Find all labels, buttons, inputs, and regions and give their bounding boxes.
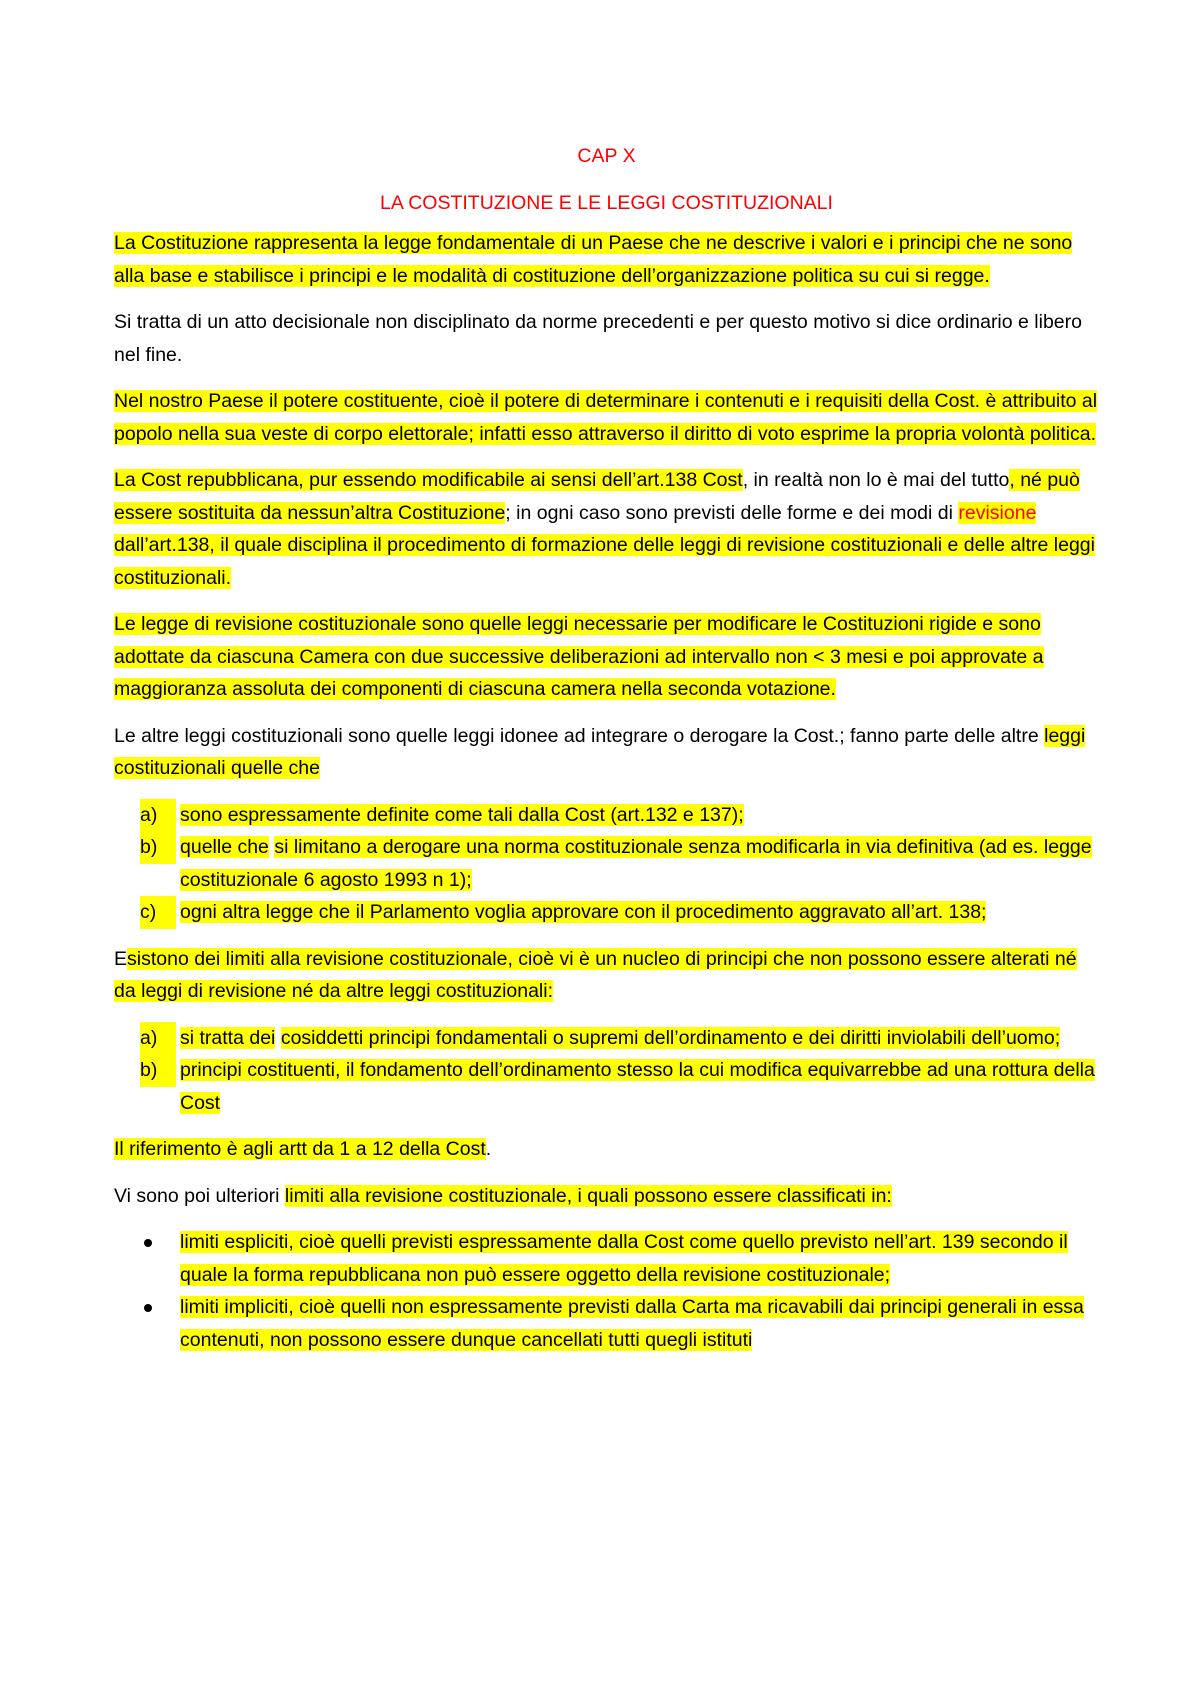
list-item xyxy=(114,831,1099,896)
highlighted-text: Nel nostro Paese il potere costituente, cioè il potere di determinare i contenuti e i requisiti della Cost. è attribuito al popolo nella sua veste di corpo elettorale; infatti esso attraverso il diritto di voto esprime la propria volontà politica. xyxy=(114,390,1098,445)
highlighted-text: sono espressamente definite come tali dalla Cost (art.132 e 137); xyxy=(180,803,744,826)
paragraph-7 xyxy=(114,943,1099,1008)
highlighted-text: quelle che xyxy=(180,836,269,858)
list-marker: b) xyxy=(140,1054,176,1087)
plain-text: , in realtà non lo è mai del tutto xyxy=(742,469,1010,491)
list-item xyxy=(114,1291,1099,1356)
paragraph-2 xyxy=(114,306,1099,371)
highlighted-text: ogni altra legge che il Parlamento voglia approvare con il procedimento aggravato all’art. 138; xyxy=(180,901,987,923)
highlighted-text: limiti alla revisione costituzionale, i quali possono essere classificati in: xyxy=(284,1184,892,1207)
chapter-heading: CAP X xyxy=(577,145,636,167)
paragraph-1 xyxy=(114,227,1099,292)
highlighted-text: , né può essere sostituita da nessun’altra Costituzione xyxy=(114,469,1080,524)
bullet-icon xyxy=(144,1239,152,1247)
highlighted-text: dall’art.138, il quale disciplina il procedimento di formazione delle leggi di revisione costituzionali e delle altre leggi costituzionali. xyxy=(114,534,1095,589)
list-marker: a) xyxy=(140,799,176,832)
list-limiti xyxy=(114,1022,1099,1120)
list-item xyxy=(114,799,1099,832)
plain-text: E xyxy=(114,947,128,970)
highlighted-text: limiti impliciti, cioè quelli non espressamente previsti dalla Carta ma ricavabili dai principi generali in essa contenuti, non possono essere dunque cancellati tutti quegli istituti xyxy=(180,1296,1084,1351)
list-altre-leggi xyxy=(114,799,1099,929)
plain-text: ; in ogni caso sono previsti delle forme e dei modi di xyxy=(505,501,959,524)
bullet-icon xyxy=(144,1304,152,1312)
list-marker: c) xyxy=(140,896,176,929)
highlighted-text: limiti espliciti, cioè quelli previsti espressamente dalla Cost come quello previsto nell’art. 139 secondo il quale la forma repubblicana non può essere oggetto della revisione costituzionale; xyxy=(180,1231,1068,1286)
plain-text: . xyxy=(485,1138,492,1160)
red-highlighted-word: revisione xyxy=(958,501,1037,524)
chapter-title: LA COSTITUZIONE E LE LEGGI COSTITUZIONALI xyxy=(380,191,833,214)
paragraph-9 xyxy=(114,1180,1099,1213)
list-marker: b) xyxy=(140,831,176,864)
highlighted-text: si tratta dei xyxy=(180,1026,276,1049)
paragraph-4 xyxy=(114,464,1099,594)
highlighted-text: leggi costituzionali quelle che xyxy=(114,724,1086,779)
list-item xyxy=(114,1022,1099,1055)
highlighted-text: La Costituzione rappresenta la legge fondamentale di un Paese che ne descrive i valori e i principi che ne sono alla base e stabilisce i principi e le modalità di costituzione dell’organizzazione politica su cui si regge. xyxy=(114,232,1073,287)
list-item xyxy=(114,1226,1099,1291)
paragraph-6 xyxy=(114,720,1099,785)
document-body xyxy=(114,140,1099,1370)
highlighted-text: Il riferimento è agli artt da 1 a 12 della Cost xyxy=(114,1138,486,1160)
highlighted-text: sistono dei limiti alla revisione costituzionale, cioè vi è un nucleo di principi che non possono essere alterati né da leggi di revisione né da altre leggi costituzionali: xyxy=(114,947,1077,1002)
highlighted-text: Le legge di revisione costituzionale sono quelle leggi necessarie per modificare le Costituzioni rigide e sono adottate da ciascuna Camera con due successive deliberazioni ad intervallo non < 3 mesi e poi approvate a maggioranza assoluta dei componenti di ciascuna camera nella seconda votazione. xyxy=(114,613,1044,700)
paragraph-5 xyxy=(114,608,1099,706)
plain-text: Le altre leggi costituzionali sono quelle leggi idonee ad integrare o derogare la Cost.; fanno parte delle altre xyxy=(114,724,1045,747)
list-item xyxy=(114,1054,1099,1119)
list-limiti-tipi xyxy=(114,1226,1099,1356)
plain-text: Si tratta di un atto decisionale non disciplinato da norme precedenti e per questo motivo si dice ordinario e libero nel fine. xyxy=(114,311,1082,366)
paragraph-3 xyxy=(114,385,1099,450)
paragraph-8 xyxy=(114,1133,1099,1166)
list-marker: a) xyxy=(140,1022,176,1055)
list-item xyxy=(114,896,1099,929)
highlighted-text: si limitano a derogare una norma costituzionale senza modificarla in via definitiva (ad es. legge costituzionale 6 agosto 1993 n 1); xyxy=(180,836,1092,891)
highlighted-text: La Cost repubblicana, pur essendo modificabile ai sensi dell’art.138 Cost xyxy=(114,469,743,491)
plain-text xyxy=(275,1027,280,1049)
highlighted-text: cosiddetti principi fondamentali o supremi dell’ordinamento e dei diritti inviolabili dell’uomo; xyxy=(280,1026,1061,1049)
plain-text: Vi sono poi ulteriori xyxy=(114,1184,285,1207)
highlighted-text: principi costituenti, il fondamento dell’ordinamento stesso la cui modifica equivarrebbe ad una rottura della Cost xyxy=(180,1059,1095,1114)
